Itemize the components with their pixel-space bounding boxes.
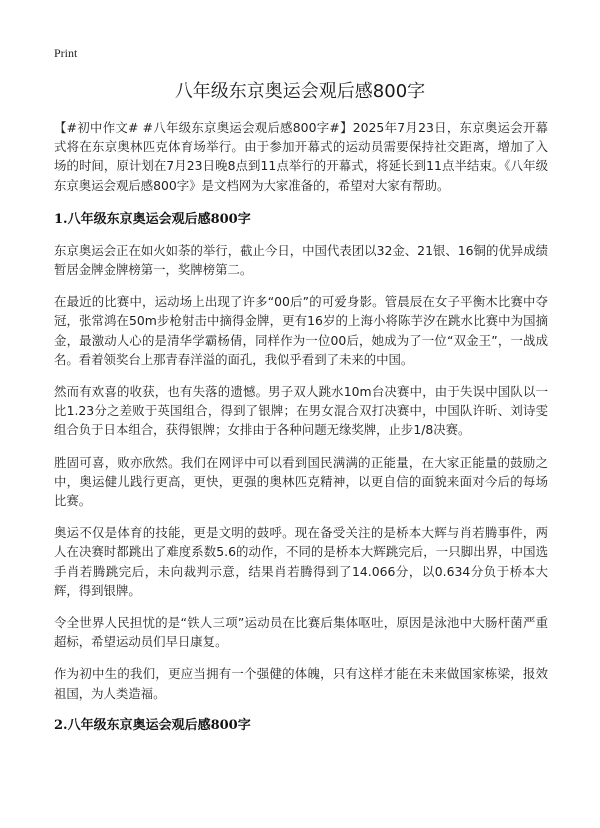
section-1-paragraph-1: 东京奥运会正在如火如荼的举行，截止今日，中国代表团以32金、21银、16铜的优异成绩暂居金牌金牌榜第一，奖牌榜第二。 [54, 242, 548, 278]
section-1-paragraph-5: 奥运不仅是体育的技能，更是文明的鼓呼。现在备受关注的是桥本大辉与肖若腾事件，两人在决赛时都跳出了难度系数5.6的动作，不同的是桥本大辉跳完后，一只脚出界，中国选手肖若腾跳完后，未向裁判示意，结果肖若腾得到了14.066分，以0.634分负于桥本大辉，得到银牌。 [54, 525, 548, 598]
print-link[interactable]: Print [54, 46, 78, 60]
section-1-paragraph-7: 作为初中生的我们，更应当拥有一个强健的体魄，只有这样才能在未来做国家栋梁，报效祖国，为人类造福。 [54, 666, 548, 701]
intro-paragraph: 【#初中作文# #八年级东京奥运会观后感800字#】2025年7月23日，东京奥运会开幕式将在东京奥林匹克体育场举行。由于参加开幕式的运动员需要保持社交距离，增加了入场的时间，原计划在7月23日晚8点到11点举行的开幕式，将延长到11点半结束。《八年级东京奥运会观后感800字》是文档网为大家准备的，希望对大家有帮助。 [54, 120, 548, 193]
page-title: 八年级东京奥运会观后感800字 [174, 81, 426, 102]
article-body [54, 118, 548, 747]
section-1-paragraph-4: 胜固可喜，败亦欣然。我们在网评中可以看到国民满满的正能量，在大家正能量的鼓励之中，奥运健儿践行更高，更快，更强的奥林匹克精神，以更自信的面貌来面对今后的每场比赛。 [54, 454, 548, 509]
section-1-paragraph-6: 令全世界人民担忧的是“铁人三项”运动员在比赛后集体呕吐，原因是泳池中大肠杆菌严重超标，希望运动员们早日康复。 [54, 615, 548, 650]
section-heading-2: 2.八年级东京奥运会观后感800字 [54, 717, 251, 733]
section-1-paragraph-2: 在最近的比赛中，运动场上出现了许多“00后”的可爱身影。管晨辰在女子平衡木比赛中夺冠，张常鸿在50m步枪射击中摘得金牌，更有16岁的上海小将陈芋汐在跳水比赛中为国摘金，最激动人心的是清华学霸杨倩，同样作为一位00后，她成为了一位“双金王”，一战成名。看着领奖台上那青春洋溢的面孔，我似乎看到了未来的中国。 [54, 294, 548, 367]
section-1-paragraph-3: 然而有欢喜的收获，也有失落的遗憾。男子双人跳水10m台决赛中，由于失误中国队以一比1.23分之差败于英国组合，得到了银牌；在男女混合双打决赛中，中国队许昕、刘诗雯组合负于日本组合，获得银牌；女排由于各种问题无缘奖牌，止步1/8决赛。 [54, 384, 548, 438]
section-heading-1: 1.八年级东京奥运会观后感800字 [54, 211, 251, 227]
